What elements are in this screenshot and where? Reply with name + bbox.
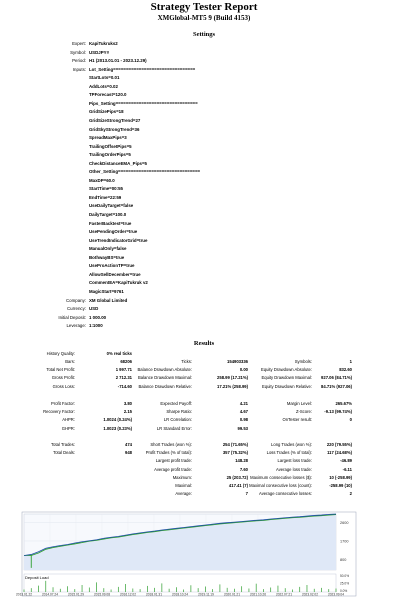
settings-label: Leverage: xyxy=(66,323,86,329)
result-label: Balance Drawdown Relative: xyxy=(138,383,192,389)
result-value: 4.67 xyxy=(239,409,248,415)
result-value: 25 (203.72) xyxy=(226,474,248,480)
result-label: Bars: xyxy=(65,359,75,364)
settings-value: XM Global Limited xyxy=(89,297,128,303)
settings-value: StartLots=0.01 xyxy=(89,75,120,81)
load-panel xyxy=(24,574,336,592)
result-label: Balance Drawdown Maximal: xyxy=(138,375,192,381)
settings-row xyxy=(0,211,408,219)
result-value: -6.11 xyxy=(342,466,352,472)
x-tick-label: 2020.01.21 xyxy=(224,592,240,597)
settings-value: USD xyxy=(89,306,99,312)
settings-value: USDJPY# xyxy=(89,49,110,55)
result-label: GHPR: xyxy=(61,425,75,431)
settings-value: UseTrendIndicatorGrid=true xyxy=(89,237,148,243)
x-tick-label: 2015.01.29 xyxy=(68,592,84,597)
x-tick-label: 2022.07.21 xyxy=(276,592,292,597)
result-value: 84.71% (927.06) xyxy=(321,383,352,389)
settings-value: TrailingOffsetPips=5 xyxy=(89,143,132,149)
load-tick-label: 25.0% xyxy=(340,581,350,586)
settings-row xyxy=(0,40,408,48)
result-label: AHPR: xyxy=(62,417,75,423)
settings-row xyxy=(0,83,408,91)
settings-value: H1 (2013.01.01 - 2023.12.29) xyxy=(89,58,147,64)
settings-value: MagicStart=9761 xyxy=(89,288,124,294)
settings-label: Company: xyxy=(65,297,86,303)
result-label: Profit Factor: xyxy=(51,401,75,406)
result-value: 1.0023 (0.23%) xyxy=(103,425,132,431)
result-value: 1 xyxy=(349,359,352,364)
result-label: Equity Drawdown Relative: xyxy=(261,383,312,389)
settings-row xyxy=(0,237,408,245)
settings-row xyxy=(0,271,408,279)
settings-value: FasterBacktest=true xyxy=(89,220,132,226)
report-title: Strategy Tester Report xyxy=(150,1,258,13)
result-value: 17.21% (258.99) xyxy=(217,383,248,389)
result-label: OnTester result: xyxy=(282,417,312,423)
result-value: 220 (79.55%) xyxy=(326,442,352,447)
result-label: Average loss trade: xyxy=(275,466,312,472)
settings-row xyxy=(0,202,408,210)
load-tick-label: 50.0% xyxy=(340,574,350,578)
result-label: Total Trades: xyxy=(51,442,75,447)
result-label: Z-Score: xyxy=(295,409,312,415)
result-value: 7 xyxy=(245,491,248,497)
result-value: 4.21 xyxy=(239,401,248,406)
settings-value: KapiTukruks2 xyxy=(89,41,118,46)
result-value: 948 xyxy=(125,450,132,456)
settings-value: DailyTarget=100.0 xyxy=(89,212,127,217)
settings-value: BothwayBS=true xyxy=(89,254,125,260)
deposit-load-bars xyxy=(24,574,349,593)
settings-row xyxy=(0,143,408,151)
result-value: 2.15 xyxy=(123,409,132,415)
result-label: Short Trades (won %): xyxy=(150,442,192,447)
settings-row xyxy=(0,262,408,270)
result-value: 417.41 (7) xyxy=(228,483,248,488)
result-label: Maximum: xyxy=(172,474,192,480)
result-value: 265.67% xyxy=(335,401,352,406)
result-value: -258.99 (10) xyxy=(329,483,352,488)
result-label: Long Trades (won %): xyxy=(271,442,312,447)
result-value: 254 (71.65%) xyxy=(222,442,248,447)
result-label: Total Net Profit: xyxy=(46,367,75,373)
result-value: 1.0024 (0.24%) xyxy=(103,417,132,423)
settings-row xyxy=(0,117,408,125)
settings-row xyxy=(0,66,408,74)
settings-row xyxy=(0,134,408,142)
settings-row xyxy=(0,279,408,287)
result-value: 10 (-258.99) xyxy=(329,474,352,480)
result-label: Largest profit trade: xyxy=(155,458,192,464)
settings-value: 1:1000 xyxy=(89,323,103,329)
settings-row xyxy=(0,254,408,262)
result-value: 2 712.31 xyxy=(115,375,132,381)
x-tick-label: 2015.09.08 xyxy=(94,592,110,597)
result-value: 927.06 (84.71%) xyxy=(321,375,352,381)
settings-row xyxy=(0,126,408,134)
result-value: -46.89 xyxy=(340,458,352,464)
settings-label: Symbol: xyxy=(70,49,86,55)
settings-value: TPForecast=120.0 xyxy=(89,92,127,98)
settings-value: Other_Setting================================ xyxy=(89,169,201,175)
settings-label: Expert: xyxy=(72,41,86,46)
result-label: Margin Level: xyxy=(286,401,312,406)
settings-value: GridSkyStrongTrend=36 xyxy=(89,126,140,132)
settings-row xyxy=(0,194,408,202)
settings-row xyxy=(0,314,408,322)
result-value: 2 xyxy=(349,491,352,497)
result-label: Symbols: xyxy=(294,359,312,364)
result-value: 154903336 xyxy=(227,359,248,364)
result-label: Largest loss trade: xyxy=(277,458,312,464)
result-label: Equity Drawdown Maximal: xyxy=(261,375,312,381)
settings-label: Currency: xyxy=(66,306,86,312)
x-tick-label: 2018.10.24 xyxy=(172,592,188,597)
y-tick-label: 2600 xyxy=(340,520,349,525)
load-tick-label: 0.0% xyxy=(340,589,348,593)
settings-value: ManualOnly=false xyxy=(89,246,127,252)
settings-value: Lot_Setting================================ xyxy=(89,66,196,72)
result-label: Profit Trades (% of total): xyxy=(145,450,192,456)
x-tick-label: 2016.12.02 xyxy=(120,592,136,597)
settings-label: Inputs: xyxy=(72,66,86,72)
result-value: 474 xyxy=(125,442,132,447)
result-label: Balance Drawdown Absolute: xyxy=(137,367,192,373)
deposit-load-label: Deposit Load xyxy=(25,575,49,580)
x-tick-label: 2014.07.24 xyxy=(42,592,58,597)
settings-row xyxy=(0,288,408,296)
result-label: Average: xyxy=(175,491,192,497)
settings-value: UseDailyTarget=false xyxy=(89,203,134,209)
report-subtitle: XMGlobal-MT5 9 (Build 4153) xyxy=(157,14,251,22)
x-tick-label: 2019.11.19 xyxy=(198,592,214,597)
settings-value: CommentEA=KapiTukruk v2 xyxy=(89,280,148,286)
result-label: Maximum consecutive losses ($): xyxy=(250,474,312,480)
y-tick-label: 800 xyxy=(340,558,347,563)
result-value: 0.00 xyxy=(239,367,248,373)
settings-value: TrailingOrderPips=5 xyxy=(89,152,131,158)
result-value: 148.28 xyxy=(235,458,248,464)
result-label: Gross Loss: xyxy=(52,383,75,389)
result-label: Maximal consecutive loss (count): xyxy=(249,483,312,488)
settings-row xyxy=(0,168,408,176)
settings-value: AddLots=0.02 xyxy=(89,83,118,89)
result-label: Average profit trade: xyxy=(154,466,192,472)
result-value: 0.98 xyxy=(239,417,248,423)
settings-value: CheckDistanceEMA_Pips=5 xyxy=(89,160,147,166)
settings-row xyxy=(0,49,408,57)
settings-value: UseProActionTP=true xyxy=(89,263,135,269)
x-tick-label: 2023.09.04 xyxy=(328,592,344,597)
result-value: 0 xyxy=(349,417,352,423)
settings-row xyxy=(0,177,408,185)
result-value: 832.60 xyxy=(339,367,352,373)
result-value: -714.60 xyxy=(117,383,132,389)
result-label: Average consecutive losses: xyxy=(259,491,312,497)
settings-row xyxy=(0,108,408,116)
result-value: 0% real ticks xyxy=(106,351,132,356)
settings-row xyxy=(0,74,408,82)
result-value: 68206 xyxy=(120,359,132,364)
settings-row xyxy=(0,245,408,253)
settings-value: SpreadMaxPips=3 xyxy=(89,135,127,141)
settings-value: GridSizeStrongTrend=27 xyxy=(89,117,141,123)
balance-equity-chart xyxy=(16,512,356,597)
settings-row xyxy=(0,297,408,305)
result-value: 7.60 xyxy=(239,466,248,472)
result-label: Recovery Factor: xyxy=(43,409,75,415)
x-tick-label: 2023.02.02 xyxy=(302,592,318,597)
settings-value: MaxDP=60.0 xyxy=(89,177,115,183)
result-value: 357 (75.32%) xyxy=(222,450,248,456)
settings-row xyxy=(0,185,408,193)
settings-row xyxy=(0,160,408,168)
settings-value: UsePendingOrder=true xyxy=(89,229,138,235)
result-value: 3.80 xyxy=(123,401,132,406)
result-value: 258.99 (17.21%) xyxy=(217,375,248,381)
result-label: Sharpe Ratio: xyxy=(166,409,192,415)
result-label: Equity Drawdown Absolute: xyxy=(261,367,312,373)
settings-row xyxy=(0,228,408,236)
settings-value: EndTime=22:59 xyxy=(89,194,122,200)
settings-value: AllowSellDecember=true xyxy=(89,271,141,277)
settings-value: Pips_Setting================================ xyxy=(89,100,198,106)
settings-value: StartTime=00:55 xyxy=(89,186,123,192)
result-label: LR Standard Error: xyxy=(156,425,192,431)
result-label: Gross Profit: xyxy=(51,375,75,381)
settings-value: 1 000.00 xyxy=(89,314,107,320)
result-label: LR Correlation: xyxy=(163,417,192,423)
x-tick-label: 2013.01.22 xyxy=(16,592,32,597)
settings-row xyxy=(0,220,408,228)
settings-label: Initial Deposit: xyxy=(58,314,86,320)
settings-row xyxy=(0,91,408,99)
settings-row xyxy=(0,100,408,108)
settings-value: GridSizePips=18 xyxy=(89,109,124,115)
result-label: Loss Trades (% of total): xyxy=(266,450,312,456)
result-value: 1 997.71 xyxy=(115,367,132,373)
y-tick-label: 1700 xyxy=(340,539,349,544)
settings-row xyxy=(0,322,408,330)
result-value: 99.53 xyxy=(237,425,248,431)
result-label: Total Deals: xyxy=(53,450,75,456)
settings-row xyxy=(0,305,408,313)
settings-row xyxy=(0,57,408,65)
result-value: -9.13 (99.74%) xyxy=(324,409,352,415)
settings-row xyxy=(0,151,408,159)
result-value: 117 (24.68%) xyxy=(327,450,352,456)
x-tick-label: 2018.01.31 xyxy=(146,592,162,597)
x-tick-label: 2021.10.26 xyxy=(250,592,266,597)
results-heading: Results xyxy=(193,340,215,347)
settings-heading: Settings xyxy=(192,31,216,38)
settings-label: Period: xyxy=(72,58,86,64)
result-label: Maximal: xyxy=(175,483,192,488)
result-label: Expected Payoff: xyxy=(160,401,192,406)
result-label: History Quality: xyxy=(46,351,75,356)
result-label: Ticks: xyxy=(181,359,192,364)
